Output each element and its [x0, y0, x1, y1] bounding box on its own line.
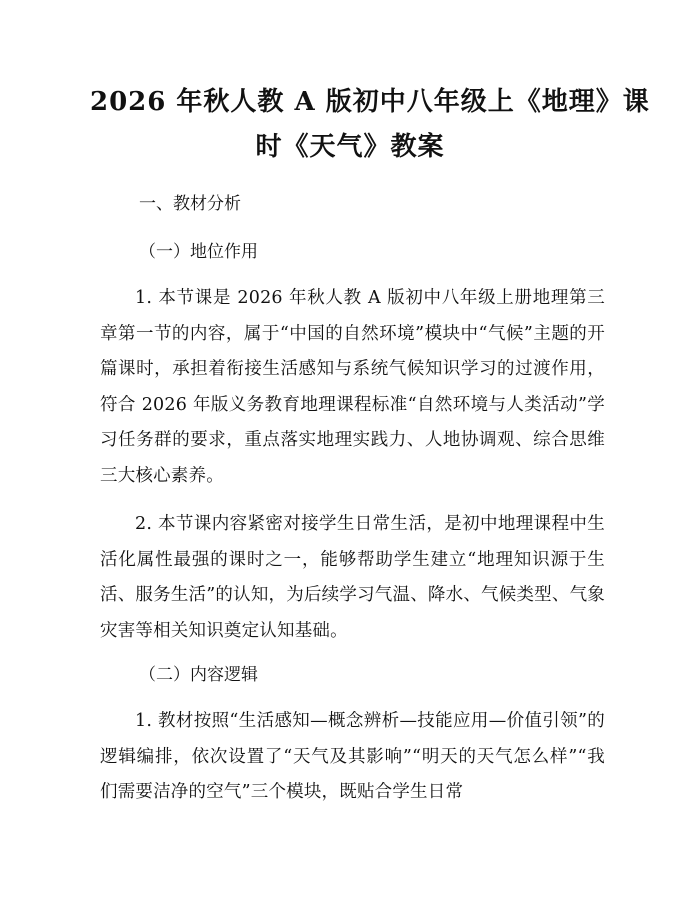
document-title-line-2: 时《天气》教案 [255, 132, 445, 162]
subsection-heading-content-logic: （二）内容逻辑 [139, 665, 258, 685]
paragraph-content-logic-1: 1. 教材按照“生活感知—概念辨析—技能应用—价值引领”的逻辑编排，依次设置了“天气及其影响”“明天的天气怎么样”“我们需要洁净的空气”三个模块，既贴合学生日常 [100, 711, 605, 802]
section-heading-materials-analysis: 一、教材分析 [139, 194, 241, 214]
subsection-heading-role: （一）地位作用 [139, 242, 258, 262]
paragraph-role-1: 1. 本节课是 2026 年秋人教 A 版初中八年级上册地理第三章第一节的内容，属于“中国的自然环境”模块中“气候”主题的开篇课时，承担着衔接生活感知与系统气候知识学习的过渡作用，符合 2026 年版义务教育地理课程标准“自然环境与人类活动”学习任务群的要求，重点落实地理实践力、人地协调观、综合思维三大核心素养。 [100, 288, 605, 486]
document-title-line-1: 2026 年秋人教 A 版初中八年级上《地理》课 [90, 87, 650, 117]
paragraph-role-2: 2. 本节课内容紧密对接学生日常生活，是初中地理课程中生活化属性最强的课时之一，能够帮助学生建立“地理知识源于生活、服务生活”的认知，为后续学习气温、降水、气候类型、气象灾害等相关知识奠定认知基础。 [100, 514, 605, 641]
